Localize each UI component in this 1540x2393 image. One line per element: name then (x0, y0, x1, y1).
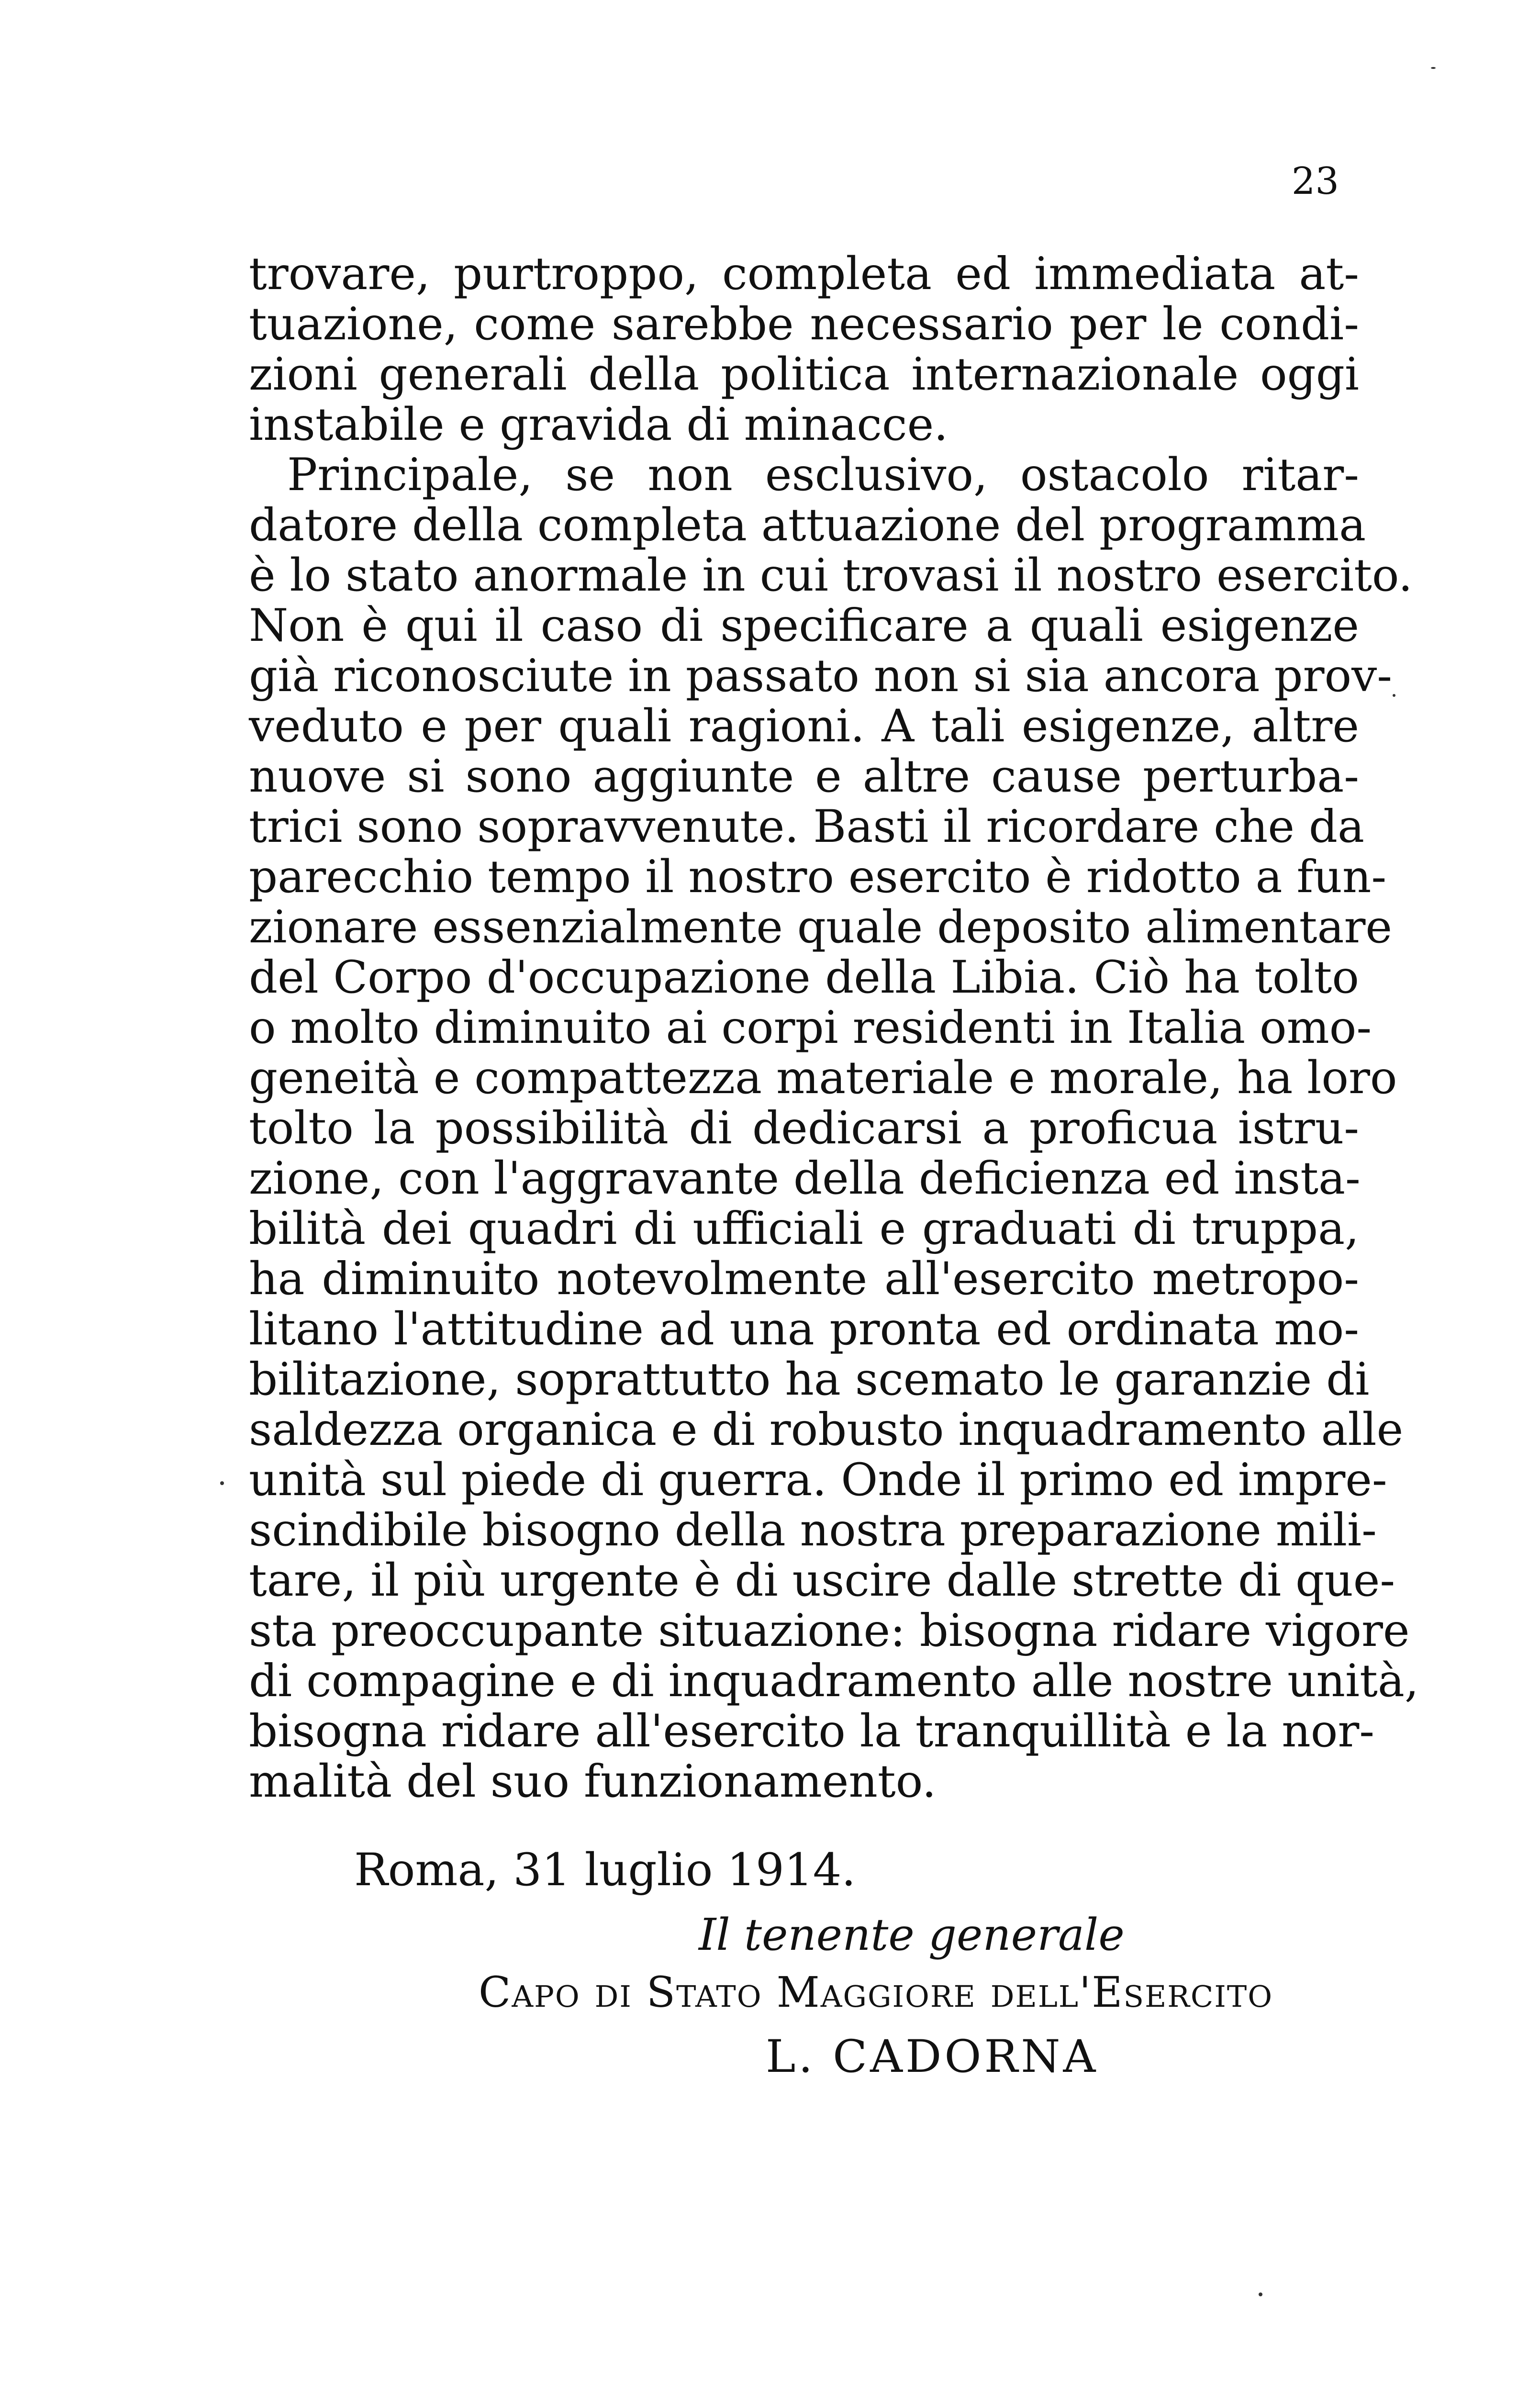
text-line: unità sul piede di guerra. Onde il primo ed impre- (249, 1454, 1387, 1506)
text-line: è lo stato anormale in cui trovasi il nostro esercito. (249, 549, 1413, 602)
text-line: o molto diminuito ai corpi residenti in Italia omo- (249, 1002, 1372, 1054)
text-line: Principale, se non esclusivo, ostacolo ritar- (287, 449, 1359, 501)
text-line: di compagine e di inquadramento alle nostre unità, (249, 1655, 1419, 1707)
text-line: del Corpo d'occupazione della Libia. Ciò ha tolto (249, 951, 1359, 1004)
text-line: bisogna ridare all'esercito la tranquillità e la nor- (249, 1705, 1375, 1757)
text-line: instabile e gravida di minacce. (249, 399, 949, 451)
text-line: bilità dei quadri di ufficiali e graduati di truppa, (249, 1203, 1359, 1255)
scan-speck (1431, 67, 1436, 69)
text-line: trici sono sopravvenute. Basti il ricordare che da (249, 801, 1365, 853)
text-line: tare, il più urgente è di uscire dalle strette di que- (249, 1554, 1395, 1607)
text-line: tuazione, come sarebbe necessario per le condi- (249, 298, 1359, 350)
text-line: ha diminuito notevolmente all'esercito metropo- (249, 1253, 1359, 1305)
text-line: malità del suo funzionamento. (249, 1756, 937, 1808)
text-line: zionare essenzialmente quale deposito alimentare (249, 901, 1393, 953)
page-number: 23 (1291, 160, 1339, 203)
text-line: bilitazione, soprattutto ha scemato le garanzie di (249, 1353, 1370, 1406)
text-line: parecchio tempo il nostro esercito è ridotto a fun- (249, 851, 1387, 903)
signatory-name: L. CADORNA (766, 2031, 1099, 2083)
text-line: scindibile bisogno della nostra preparazione mili- (249, 1504, 1377, 1556)
body-text (249, 248, 1419, 1808)
text-line: veduto e per quali ragioni. A tali esigenze, altre (249, 700, 1359, 752)
scan-speck (220, 1481, 224, 1485)
scan-speck (1393, 694, 1395, 697)
text-line: nuove si sono aggiunte e altre cause perturba- (249, 750, 1359, 803)
text-line: sta preoccupante situazione: bisogna ridare vigore (249, 1605, 1410, 1657)
signatory-role: Il tenente generale (699, 1909, 1125, 1960)
dateline: Roma, 31 luglio 1914. (354, 1844, 856, 1896)
text-line: geneità e compattezza materiale e morale, ha loro (249, 1052, 1397, 1104)
text-line: tolto la possibilità di dedicarsi a proficua istru- (249, 1102, 1359, 1154)
text-line: Non è qui il caso di specificare a quali esigenze (249, 600, 1359, 652)
scan-speck (1259, 2292, 1262, 2296)
text-line: trovare, purtroppo, completa ed immediata at- (249, 248, 1359, 300)
text-line: litano l'attitudine ad una pronta ed ordinata mo- (249, 1303, 1359, 1355)
text-line: zione, con l'aggravante della deficienza ed insta- (249, 1152, 1361, 1205)
text-line: datore della completa attuazione del programma (249, 499, 1366, 551)
text-line: saldezza organica e di robusto inquadramento alle (249, 1404, 1404, 1456)
text-line: zioni generali della politica internazionale oggi (249, 348, 1359, 401)
signatory-office: Capo di Stato Maggiore dell'Esercito (479, 1968, 1273, 2017)
text-line: già riconosciute in passato non si sia ancora prov- (249, 650, 1392, 702)
